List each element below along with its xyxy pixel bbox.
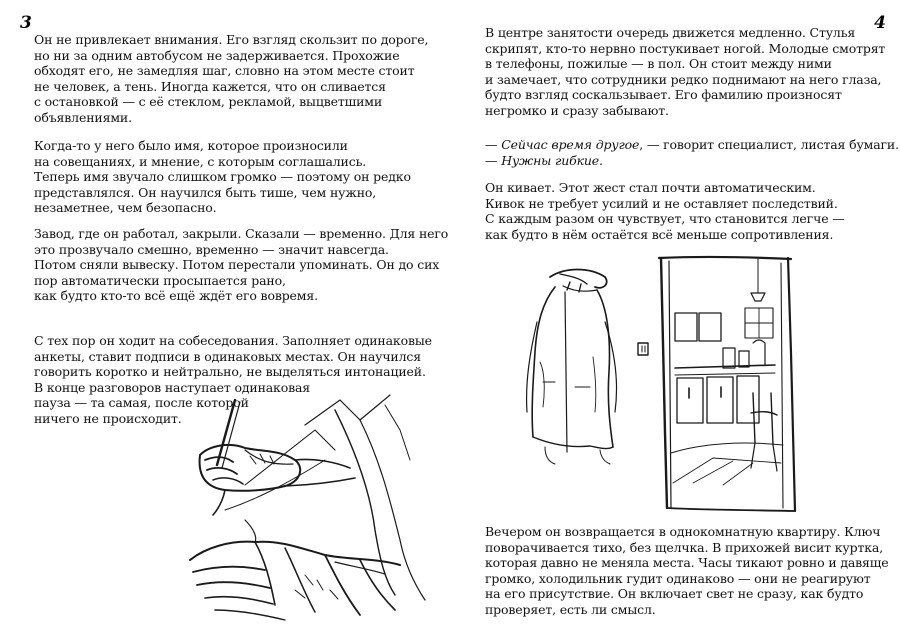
dialogue-line-1: — Сейчас время другое, — говорит специалист, листая бумаги.	[485, 137, 899, 152]
page-number-right: 4	[874, 13, 886, 33]
page-number-left: 3	[20, 13, 32, 33]
doorway-kitchen-sketch	[653, 253, 798, 518]
right-page	[450, 0, 900, 638]
hands-sketch	[185, 390, 430, 630]
dialogue-line-2: — Нужны гибкие.	[485, 152, 603, 168]
left-paragraph-4: С тех пор он ходит на собеседования. Заполняет одинаковые анкеты, ставит подписи в одинаковых местах. Он научился говорить коротко и нейтрально, не выделяться интонацией. В конце разговоров наступает одинаковая пауза — та самая, после которой ничего не происходит.	[34, 333, 432, 426]
right-dialogue	[485, 137, 899, 168]
right-paragraph-3: Он кивает. Этот жест стал почти автоматическим. Кивок не требует усилий и не оставляет последствий. С каждым разом он чувствует, что становится легче — как будто в нём остаётся всё меньше сопротивления.	[485, 180, 845, 242]
coat-on-hook-sketch	[515, 262, 625, 472]
left-paragraph-1: Он не привлекает внимания. Его взгляд скользит по дороге, но ни за одним автобусом не задерживается. Прохожие обходят его, не замедляя шаг, словно на этом месте стоит не человек, а тень. Иногда кажется, что он сливается с остановкой — с её стеклом, рекламой, выцветшими объявлениями.	[34, 32, 429, 125]
left-paragraph-2: Когда-то у него было имя, которое произносили на совещаниях, и мнение, с которым соглашались. Теперь имя звучало слишком громко — поэтому он редко представлялся. Он научился быть тише, чем нужно, незаметнее, чем безопасно.	[34, 138, 411, 215]
left-paragraph-3: Завод, где он работал, закрыли. Сказали — временно. Для него это прозвучало смешно, временно — значит навсегда. Потом сняли вывеску. Потом перестали упоминать. Он до сих пор автоматически просыпается рано, как будто кто-то всё ещё ждёт его вовремя.	[34, 226, 449, 303]
light-switch-sketch	[636, 340, 652, 360]
right-paragraph-4: Вечером он возвращается в однокомнатную квартиру. Ключ поворачивается тихо, без щелчка. В прихожей висит куртка, которая давно не меняла места. Часы тикают ровно и давяще громко, холодильник гудит одинаково — они не реагируют на его присутствие. Он включает свет не сразу, как будто проверяет, есть ли смысл.	[485, 524, 889, 617]
right-paragraph-1: В центре занятости очередь движется медленно. Стулья скрипят, кто-то нервно постукивает ногой. Молодые смотрят в телефоны, пожилые — в пол. Он стоит между ними и замечает, что сотрудники редко поднимают на него глаза, будто взгляд соскальзывает. Его фамилию произносят негромко и сразу забывают.	[485, 25, 886, 118]
